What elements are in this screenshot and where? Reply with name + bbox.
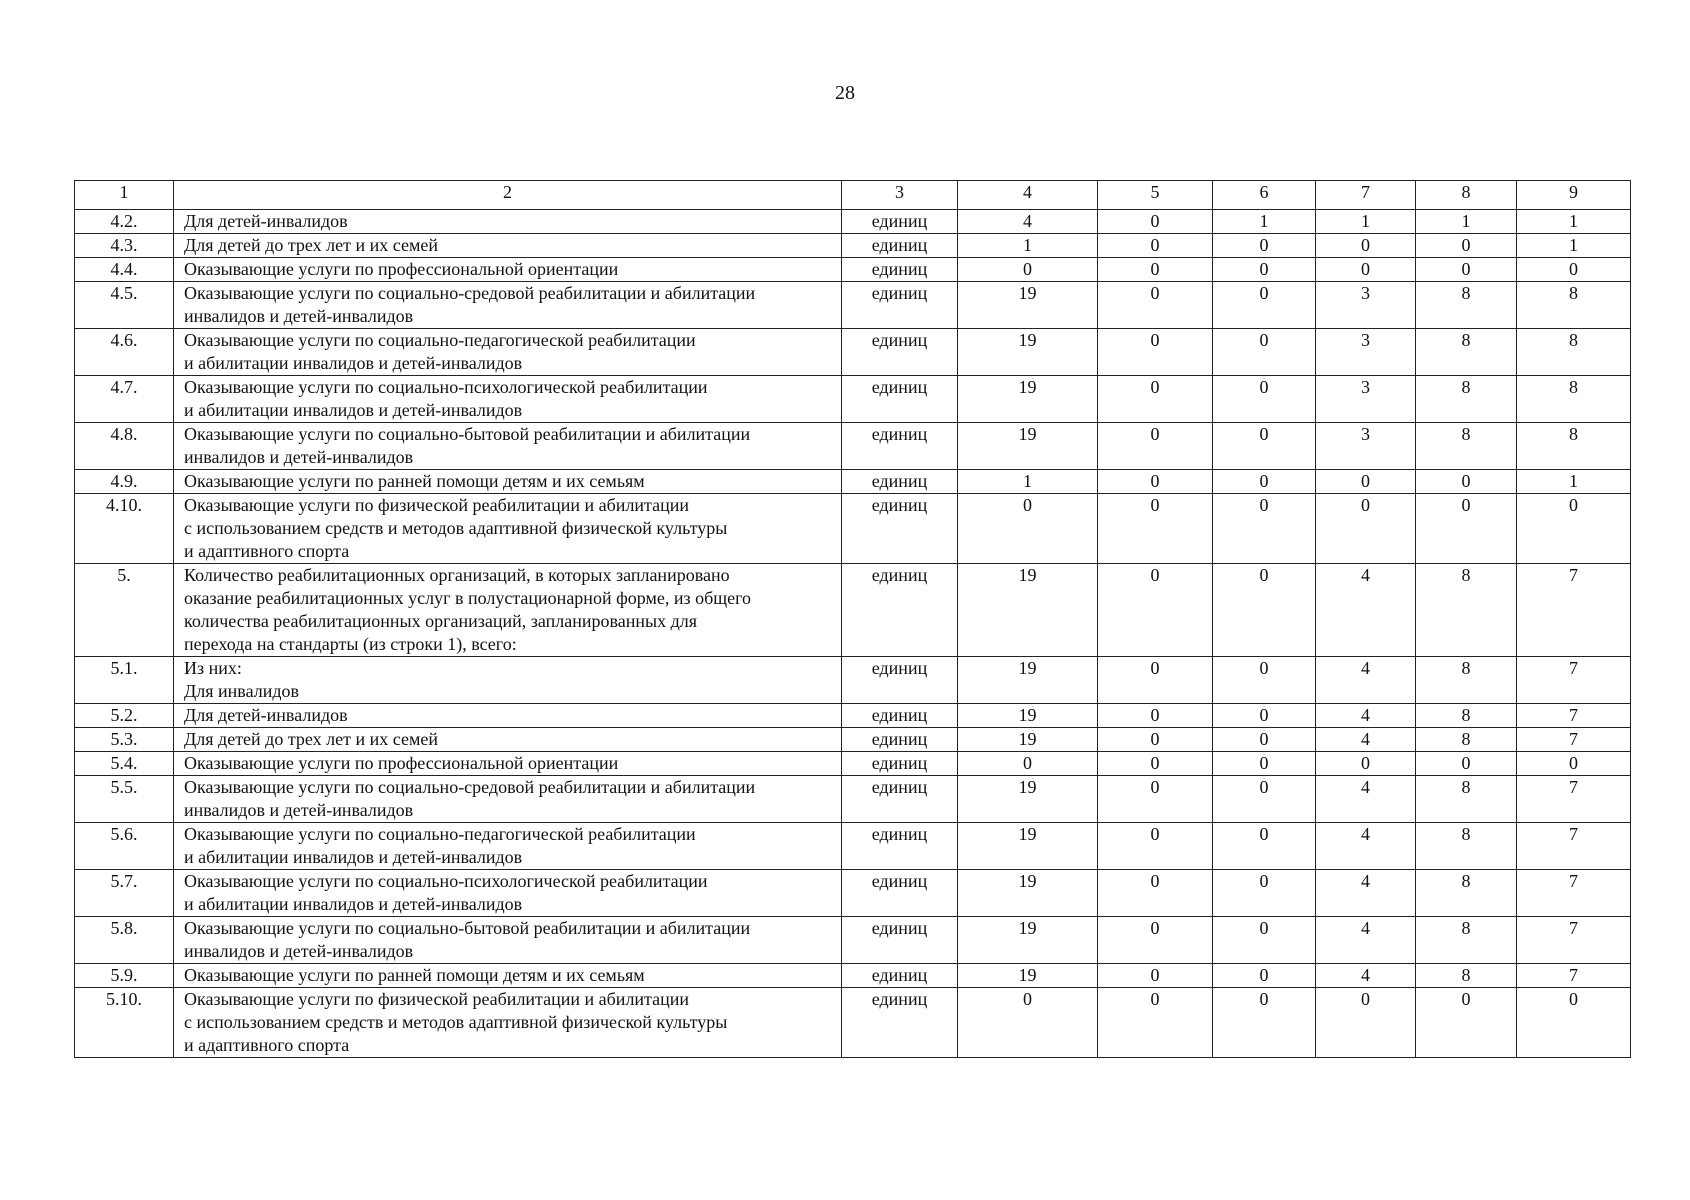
row-number: 5.10. [75,988,174,1058]
value-cell: 8 [1416,329,1517,376]
value-cell: 4 [1316,657,1416,704]
value-cell: 8 [1416,964,1517,988]
value-cell: 0 [1213,728,1316,752]
value-cell: 7 [1517,704,1631,728]
value-cell: 4 [1316,823,1416,870]
value-cell: 0 [1098,752,1213,776]
value-cell: 0 [1213,564,1316,657]
value-cell: 19 [958,423,1098,470]
value-cell: 19 [958,964,1098,988]
row-unit: единиц [842,329,958,376]
value-cell: 0 [1517,494,1631,564]
value-cell: 0 [1213,494,1316,564]
value-cell: 1 [958,470,1098,494]
row-number: 5.7. [75,870,174,917]
row-indicator-name [174,657,842,704]
indicator-text-line: Оказывающие услуги по ранней помощи детям и их семьям [184,965,645,985]
value-cell: 7 [1517,870,1631,917]
indicator-text-line: Оказывающие услуги по социально-бытовой реабилитации и абилитации [184,918,751,938]
header-cell: 9 [1517,181,1631,210]
row-unit: единиц [842,752,958,776]
value-cell: 4 [1316,564,1416,657]
row-number: 4.7. [75,376,174,423]
indicator-text-line: Для детей до трех лет и их семей [184,235,438,255]
row-indicator-name [174,564,842,657]
value-cell: 0 [1213,376,1316,423]
value-cell: 19 [958,657,1098,704]
indicator-text-line: Оказывающие услуги по профессиональной ориентации [184,259,619,279]
indicator-text-line: Оказывающие услуги по физической реабилитации и абилитации [184,495,690,515]
value-cell: 8 [1416,657,1517,704]
row-number: 5.5. [75,776,174,823]
value-cell: 0 [1098,657,1213,704]
value-cell: 8 [1416,423,1517,470]
row-number: 4.2. [75,210,174,234]
page-number: 28 [835,82,855,104]
indicator-text-line: Для детей до трех лет и их семей [184,729,438,749]
indicator-text-line: Оказывающие услуги по социально-бытовой реабилитации и абилитации [184,424,751,444]
value-cell: 0 [1416,470,1517,494]
value-cell: 0 [1213,470,1316,494]
row-unit: единиц [842,776,958,823]
row-number: 5.8. [75,917,174,964]
value-cell: 0 [1316,258,1416,282]
row-indicator-name [174,282,842,329]
table-row [75,329,1631,376]
row-unit: единиц [842,282,958,329]
indicator-text-line: Оказывающие услуги по социально-средовой реабилитации и абилитации [184,283,756,303]
value-cell: 0 [1316,494,1416,564]
value-cell: 0 [1316,752,1416,776]
value-cell: 0 [1416,988,1517,1058]
value-cell: 19 [958,282,1098,329]
value-cell: 0 [958,258,1098,282]
value-cell: 0 [1416,494,1517,564]
table-row [75,657,1631,704]
value-cell: 0 [1098,423,1213,470]
indicator-text-line: с использованием средств и методов адаптивной физической культуры [184,518,728,538]
value-cell: 4 [1316,964,1416,988]
value-cell: 0 [1213,657,1316,704]
value-cell: 8 [1416,728,1517,752]
value-cell: 0 [1098,234,1213,258]
indicator-text-line: Для инвалидов [184,681,299,701]
table-row [75,564,1631,657]
value-cell: 0 [1098,282,1213,329]
value-cell: 0 [1098,704,1213,728]
indicator-text-line: Оказывающие услуги по социально-педагогической реабилитации [184,330,696,350]
row-unit: единиц [842,823,958,870]
header-cell: 1 [75,181,174,210]
indicator-text-line: Для детей-инвалидов [184,705,348,725]
row-unit: единиц [842,234,958,258]
indicator-text-line: перехода на стандарты (из строки 1), всего: [184,634,517,654]
value-cell: 7 [1517,564,1631,657]
value-cell: 4 [1316,728,1416,752]
value-cell: 7 [1517,823,1631,870]
row-number: 5.1. [75,657,174,704]
header-cell: 4 [958,181,1098,210]
indicator-text-line: Оказывающие услуги по физической реабилитации и абилитации [184,989,690,1009]
indicator-text-line: инвалидов и детей-инвалидов [184,800,414,820]
row-number: 4.3. [75,234,174,258]
row-unit: единиц [842,210,958,234]
value-cell: 0 [1213,704,1316,728]
value-cell: 8 [1416,823,1517,870]
table-row [75,282,1631,329]
row-unit: единиц [842,494,958,564]
row-unit: единиц [842,376,958,423]
value-cell: 0 [1098,917,1213,964]
value-cell: 1 [958,234,1098,258]
value-cell: 0 [1213,423,1316,470]
value-cell: 0 [1316,470,1416,494]
indicator-text-line: Оказывающие услуги по профессиональной ориентации [184,753,619,773]
value-cell: 0 [1098,376,1213,423]
row-number: 5.9. [75,964,174,988]
value-cell: 19 [958,728,1098,752]
row-unit: единиц [842,728,958,752]
value-cell: 4 [1316,704,1416,728]
table-row [75,376,1631,423]
indicator-text-line: и адаптивного спорта [184,541,350,561]
indicator-text-line: инвалидов и детей-инвалидов [184,941,414,961]
indicator-text-line: Оказывающие услуги по социально-педагогической реабилитации [184,824,696,844]
value-cell: 0 [1098,258,1213,282]
value-cell: 19 [958,376,1098,423]
header-cell: 3 [842,181,958,210]
table-row [75,870,1631,917]
value-cell: 0 [1517,752,1631,776]
indicator-text-line: Из них: [184,658,242,678]
value-cell: 0 [1098,210,1213,234]
row-indicator-name [174,423,842,470]
value-cell: 7 [1517,964,1631,988]
value-cell: 0 [1098,988,1213,1058]
value-cell: 0 [1213,964,1316,988]
value-cell: 0 [1098,494,1213,564]
value-cell: 19 [958,564,1098,657]
indicator-text-line: Оказывающие услуги по социально-средовой реабилитации и абилитации [184,777,756,797]
value-cell: 0 [958,494,1098,564]
header-cell: 2 [174,181,842,210]
row-indicator-name [174,823,842,870]
value-cell: 19 [958,870,1098,917]
row-unit: единиц [842,564,958,657]
value-cell: 0 [1213,282,1316,329]
row-indicator-name [174,988,842,1058]
table-row [75,494,1631,564]
value-cell: 4 [958,210,1098,234]
table-row [75,728,1631,752]
value-cell: 0 [1213,917,1316,964]
table-row [75,964,1631,988]
value-cell: 0 [1517,988,1631,1058]
value-cell: 0 [1213,823,1316,870]
row-number: 4.8. [75,423,174,470]
row-indicator-name [174,234,842,258]
value-cell: 3 [1316,376,1416,423]
value-cell: 0 [1316,988,1416,1058]
row-indicator-name [174,728,842,752]
value-cell: 8 [1416,917,1517,964]
value-cell: 4 [1316,776,1416,823]
row-number: 5.3. [75,728,174,752]
value-cell: 19 [958,329,1098,376]
row-unit: единиц [842,258,958,282]
value-cell: 7 [1517,776,1631,823]
value-cell: 0 [1416,258,1517,282]
row-indicator-name [174,752,842,776]
table-row [75,988,1631,1058]
row-unit: единиц [842,657,958,704]
header-cell: 8 [1416,181,1517,210]
value-cell: 1 [1316,210,1416,234]
row-indicator-name [174,329,842,376]
value-cell: 3 [1316,423,1416,470]
value-cell: 8 [1517,282,1631,329]
table-row [75,234,1631,258]
indicator-text-line: и абилитации инвалидов и детей-инвалидов [184,353,523,373]
value-cell: 0 [1213,776,1316,823]
value-cell: 0 [1517,258,1631,282]
indicator-text-line: Для детей-инвалидов [184,211,348,231]
row-unit: единиц [842,704,958,728]
row-number: 5.4. [75,752,174,776]
row-indicator-name [174,258,842,282]
value-cell: 0 [958,752,1098,776]
indicator-text-line: Оказывающие услуги по социально-психологической реабилитации [184,377,708,397]
row-indicator-name [174,376,842,423]
value-cell: 19 [958,776,1098,823]
value-cell: 0 [1213,329,1316,376]
value-cell: 4 [1316,917,1416,964]
value-cell: 0 [1316,234,1416,258]
value-cell: 8 [1517,376,1631,423]
indicator-text-line: и адаптивного спорта [184,1035,350,1055]
table-row [75,704,1631,728]
row-indicator-name [174,870,842,917]
value-cell: 8 [1416,704,1517,728]
table-row [75,423,1631,470]
value-cell: 0 [1098,329,1213,376]
row-number: 4.5. [75,282,174,329]
value-cell: 8 [1517,423,1631,470]
value-cell: 8 [1416,776,1517,823]
row-unit: единиц [842,988,958,1058]
indicator-text-line: и абилитации инвалидов и детей-инвалидов [184,894,523,914]
value-cell: 0 [1416,234,1517,258]
value-cell: 0 [1098,964,1213,988]
value-cell: 7 [1517,917,1631,964]
value-cell: 3 [1316,282,1416,329]
row-number: 4.6. [75,329,174,376]
value-cell: 0 [1098,728,1213,752]
data-table [74,180,1631,1058]
table-row [75,752,1631,776]
header-cell: 7 [1316,181,1416,210]
table-row [75,258,1631,282]
value-cell: 0 [1213,870,1316,917]
row-number: 4.10. [75,494,174,564]
header-cell: 6 [1213,181,1316,210]
value-cell: 0 [1098,564,1213,657]
value-cell: 1 [1517,234,1631,258]
value-cell: 0 [958,988,1098,1058]
value-cell: 0 [1098,823,1213,870]
row-unit: единиц [842,917,958,964]
value-cell: 8 [1517,329,1631,376]
row-indicator-name [174,776,842,823]
indicator-text-line: инвалидов и детей-инвалидов [184,447,414,467]
value-cell: 7 [1517,657,1631,704]
row-indicator-name [174,917,842,964]
value-cell: 0 [1213,234,1316,258]
value-cell: 0 [1098,470,1213,494]
row-number: 4.9. [75,470,174,494]
indicator-text-line: и абилитации инвалидов и детей-инвалидов [184,847,523,867]
row-unit: единиц [842,423,958,470]
row-unit: единиц [842,964,958,988]
value-cell: 1 [1213,210,1316,234]
value-cell: 8 [1416,282,1517,329]
row-number: 5. [75,564,174,657]
value-cell: 8 [1416,564,1517,657]
value-cell: 0 [1098,870,1213,917]
table-row [75,823,1631,870]
row-number: 5.6. [75,823,174,870]
value-cell: 0 [1213,258,1316,282]
indicator-text-line: Количество реабилитационных организаций, в которых запланировано [184,565,730,585]
row-indicator-name [174,704,842,728]
value-cell: 7 [1517,728,1631,752]
row-indicator-name [174,210,842,234]
row-unit: единиц [842,470,958,494]
table-row [75,210,1631,234]
value-cell: 0 [1098,776,1213,823]
indicator-text-line: Оказывающие услуги по ранней помощи детям и их семьям [184,471,645,491]
value-cell: 0 [1213,988,1316,1058]
value-cell: 1 [1517,210,1631,234]
row-indicator-name [174,964,842,988]
table-row [75,776,1631,823]
indicator-text-line: Оказывающие услуги по социально-психологической реабилитации [184,871,708,891]
value-cell: 19 [958,704,1098,728]
value-cell: 0 [1213,752,1316,776]
value-cell: 19 [958,823,1098,870]
indicator-text-line: инвалидов и детей-инвалидов [184,306,414,326]
value-cell: 8 [1416,376,1517,423]
value-cell: 0 [1416,752,1517,776]
indicator-text-line: количества реабилитационных организаций, запланированных для [184,611,698,631]
row-indicator-name [174,470,842,494]
indicator-text-line: и абилитации инвалидов и детей-инвалидов [184,400,523,420]
row-indicator-name [174,494,842,564]
table-row [75,470,1631,494]
indicator-text-line: оказание реабилитационных услуг в полустационарной форме, из общего [184,588,752,608]
indicator-text-line: с использованием средств и методов адаптивной физической культуры [184,1012,728,1032]
row-unit: единиц [842,870,958,917]
header-cell: 5 [1098,181,1213,210]
value-cell: 4 [1316,870,1416,917]
row-number: 5.2. [75,704,174,728]
value-cell: 1 [1517,470,1631,494]
table-header-row [75,181,1631,210]
value-cell: 3 [1316,329,1416,376]
value-cell: 8 [1416,870,1517,917]
row-number: 4.4. [75,258,174,282]
table-row [75,917,1631,964]
value-cell: 1 [1416,210,1517,234]
value-cell: 19 [958,917,1098,964]
